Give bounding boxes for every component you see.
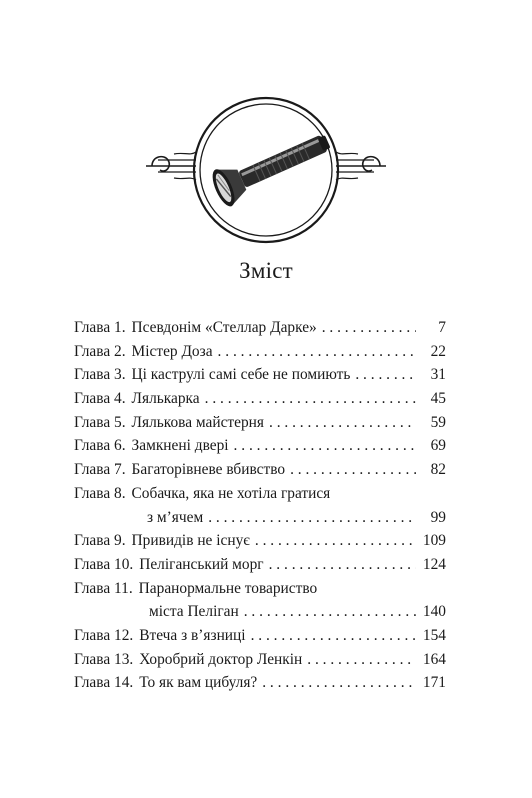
toc-entry[interactable]	[74, 485, 446, 509]
page-number: 82	[430, 461, 446, 479]
chapter-number: Глава 6.	[74, 437, 126, 455]
chapter-title: Втеча з в’язниці	[139, 626, 246, 644]
toc-entry[interactable]	[74, 532, 446, 556]
toc-entry[interactable]	[74, 390, 446, 414]
chapter-number: Глава 5.	[74, 413, 126, 431]
dot-leader	[307, 651, 416, 669]
toc-entry[interactable]	[74, 651, 446, 675]
chapter-title: Собачка, яка не хотіла гратися	[131, 484, 331, 502]
page-number: 99	[430, 508, 446, 526]
toc-entry[interactable]	[74, 343, 446, 367]
dot-leader	[290, 461, 416, 479]
chapter-number: Глава 12.	[74, 626, 134, 644]
toc-entry[interactable]	[74, 627, 446, 651]
chapter-number: Глава 13.	[74, 650, 134, 668]
chapter-title: Привидів не існує	[131, 532, 250, 550]
chapter-title: Багаторівневе вбивство	[131, 461, 286, 479]
page-number: 7	[438, 319, 446, 336]
toc-entry[interactable]	[74, 461, 446, 485]
toc-entry-continuation[interactable]	[74, 603, 446, 627]
dot-leader	[208, 509, 416, 527]
page-number: 22	[430, 342, 446, 360]
chapter-number: Глава 11.	[74, 579, 133, 597]
toc-entry[interactable]	[74, 437, 446, 461]
chapter-number: Глава 8.	[74, 484, 126, 502]
chapter-title: Хоробрий доктор Ленкін	[139, 650, 303, 668]
chapter-number: Глава 2.	[74, 342, 126, 360]
chapter-title: Паранормальне товариство	[138, 579, 318, 597]
chapter-number: Глава 4.	[74, 390, 126, 408]
chapter-title: Лялькова майстерня	[131, 413, 264, 431]
chapter-title: То як вам цибуля?	[139, 674, 258, 692]
page-number: 69	[430, 437, 446, 455]
chapter-number: Глава 10.	[74, 555, 134, 573]
dot-leader	[234, 437, 416, 455]
toc-entry[interactable]	[74, 674, 446, 698]
dot-leader	[255, 532, 416, 550]
chapter-title: Псевдонім «Стеллар Дарке»	[131, 319, 317, 336]
chapter-number: Глава 7.	[74, 461, 126, 479]
chapter-number: Глава 9.	[74, 532, 126, 550]
toc-entry[interactable]	[74, 319, 446, 343]
flashlight-emblem	[144, 94, 388, 246]
chapter-title-continued: міста Пеліган	[149, 603, 239, 621]
dot-leader	[269, 414, 416, 432]
dot-leader	[218, 343, 416, 361]
toc-entry-continuation[interactable]	[74, 509, 446, 533]
toc-entry[interactable]	[74, 414, 446, 438]
dot-leader	[269, 556, 416, 574]
dot-leader	[322, 319, 416, 337]
chapter-number: Глава 14.	[74, 674, 134, 692]
chapter-title: Пеліганський морг	[139, 555, 264, 573]
page-number: 45	[430, 390, 446, 408]
page-number: 154	[422, 626, 446, 644]
page-number: 59	[430, 413, 446, 431]
page-number: 109	[422, 532, 446, 550]
page-number: 164	[422, 650, 446, 668]
page-number: 140	[422, 603, 446, 621]
chapter-title-continued: з м’ячем	[147, 508, 204, 526]
toc-entry[interactable]	[74, 366, 446, 390]
page-title: Зміст	[239, 258, 293, 283]
chapter-number: Глава 3.	[74, 366, 126, 384]
chapter-title: Ці каструлі самі себе не помиють	[131, 366, 351, 384]
dot-leader	[244, 603, 416, 621]
page-number: 171	[422, 674, 446, 692]
chapter-number: Глава 1.	[74, 319, 126, 336]
dot-leader	[355, 366, 416, 384]
chapter-title: Замкнені двері	[131, 437, 229, 455]
chapter-title: Лялькарка	[131, 390, 200, 408]
toc-entry[interactable]	[74, 580, 446, 604]
toc-entry[interactable]	[74, 556, 446, 580]
flashlight-icon	[208, 123, 336, 209]
dot-leader	[251, 627, 416, 645]
table-of-contents	[74, 319, 446, 698]
page-number: 31	[430, 366, 446, 384]
dot-leader	[262, 674, 416, 692]
page-number: 124	[422, 555, 446, 573]
chapter-title: Містер Доза	[131, 342, 213, 360]
dot-leader	[205, 390, 416, 408]
